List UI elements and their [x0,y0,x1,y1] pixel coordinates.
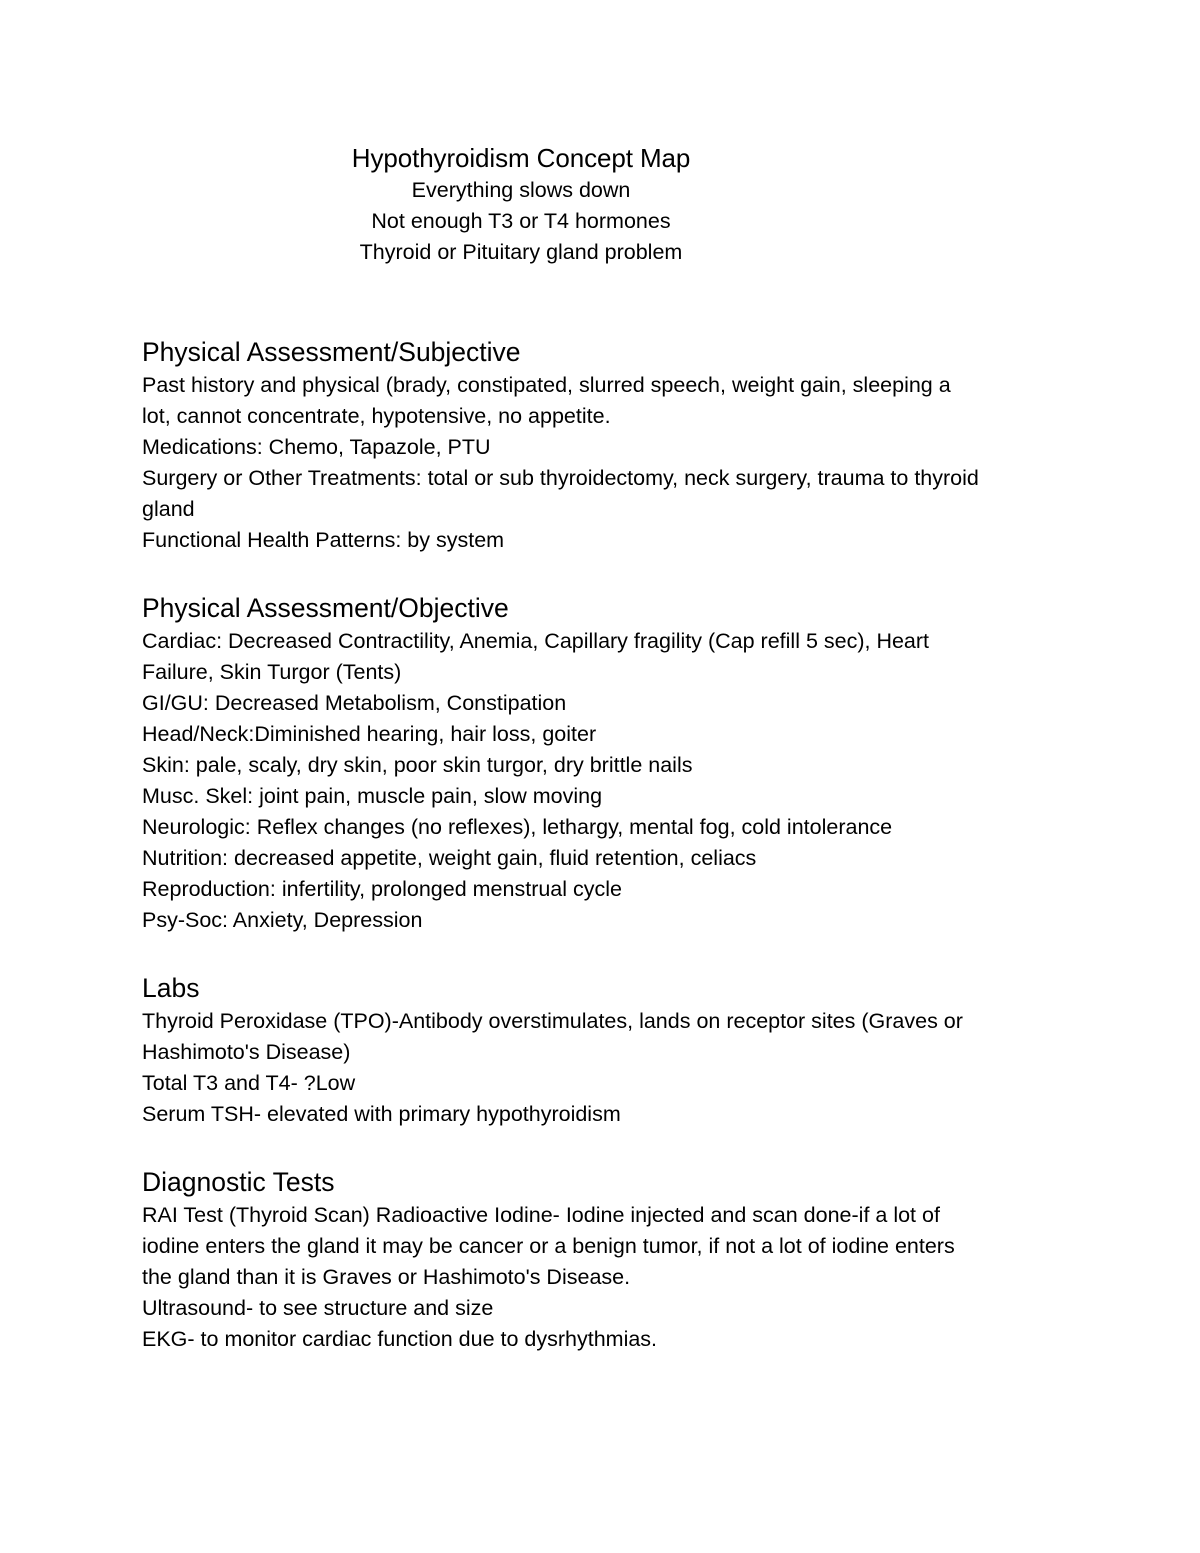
text-line: the gland than it is Graves or Hashimoto's Disease. [142,1265,631,1289]
text-line: Failure, Skin Turgor (Tents) [142,660,402,684]
text-line: Surgery or Other Treatments: total or sub thyroidectomy, neck surgery, trauma to thyroid [142,466,979,490]
text-line: Thyroid Peroxidase (TPO)-Antibody overstimulates, lands on receptor sites (Graves or [142,1009,963,1033]
subtitle-line: Everything slows down [411,178,631,202]
subtitle-line: Not enough T3 or T4 hormones [371,209,671,233]
text-line: Medications: Chemo, Tapazole, PTU [142,435,491,459]
text-line: Musc. Skel: joint pain, muscle pain, slow moving [142,784,603,808]
section-objective [142,590,1082,936]
section-heading: Diagnostic Tests [142,1167,335,1197]
section-diagnostic-tests [142,1164,1082,1355]
text-line: Ultrasound- to see structure and size [142,1296,494,1320]
text-line: Cardiac: Decreased Contractility, Anemia, Capillary fragility (Cap refill 5 sec), Heart [142,629,930,653]
section-heading: Labs [142,973,200,1003]
text-line: EKG- to monitor cardiac function due to dysrhythmias. [142,1327,658,1351]
section-subjective [142,334,1082,556]
text-line: Psy-Soc: Anxiety, Depression [142,908,423,932]
text-line: Nutrition: decreased appetite, weight gain, fluid retention, celiacs [142,846,757,870]
text-line: iodine enters the gland it may be cancer or a benign tumor, if not a lot of iodine enters [142,1234,955,1258]
text-line: Past history and physical (brady, constipated, slurred speech, weight gain, sleeping a [142,373,951,397]
document-title: Hypothyroidism Concept Map [351,143,691,173]
text-line: lot, cannot concentrate, hypotensive, no appetite. [142,404,611,428]
section-heading: Physical Assessment/Subjective [142,337,521,367]
text-line: Functional Health Patterns: by system [142,528,505,552]
section-labs [142,970,1082,1130]
text-line: Reproduction: infertility, prolonged menstrual cycle [142,877,623,901]
text-line: Serum TSH- elevated with primary hypothyroidism [142,1102,621,1126]
text-line: RAI Test (Thyroid Scan) Radioactive Iodine- Iodine injected and scan done-if a lot of [142,1203,940,1227]
document-body [142,334,1082,1389]
subtitle-line: Thyroid or Pituitary gland problem [359,240,683,264]
text-line: Hashimoto's Disease) [142,1040,351,1064]
section-heading: Physical Assessment/Objective [142,593,509,623]
title-block [0,141,1042,268]
text-line: Head/Neck:Diminished hearing, hair loss, goiter [142,722,597,746]
text-line: gland [142,497,195,521]
text-line: Neurologic: Reflex changes (no reflexes), lethargy, mental fog, cold intolerance [142,815,893,839]
text-line: Skin: pale, scaly, dry skin, poor skin turgor, dry brittle nails [142,753,693,777]
text-line: GI/GU: Decreased Metabolism, Constipation [142,691,567,715]
text-line: Total T3 and T4- ?Low [142,1071,356,1095]
